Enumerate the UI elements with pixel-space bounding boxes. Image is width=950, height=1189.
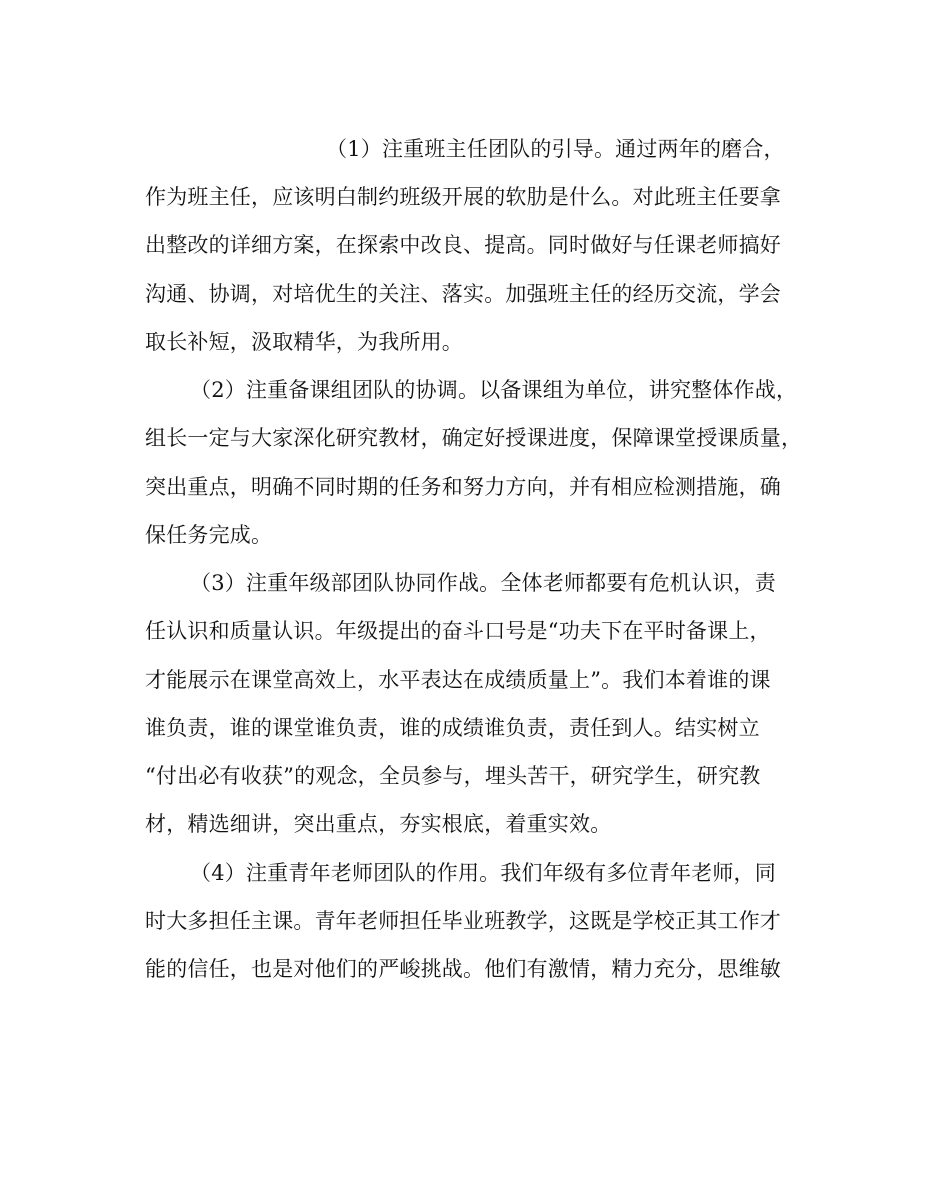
text-line: 时大多担任主课。青年老师担任毕业班教学，这既是学校正其工作才 [145,909,781,933]
text-line: 谁负责，谁的课堂谁负责，谁的成绩谁负责，责任到人。结实树立 [145,716,760,740]
text-line: （2）注重备课组团队的协调。以备课组为单位，讲究整体作战， [190,378,798,402]
text-line: （1）注重班主任团队的引导。通过两年的磨合， [326,137,785,161]
text-line: 作为班主任，应该明白制约班级开展的软肋是什么。对此班主任要拿 [145,185,781,209]
text-line: 沟通、协调，对培优生的关注、落实。加强班主任的经历交流，学会 [145,282,781,306]
text-line: （4）注重青年老师团队的作用。我们年级有多位青年老师，同 [190,861,776,885]
text-line: “付出必有收获”的观念，全员参与，埋头苦干，研究学生，研究教 [145,764,761,788]
text-line: 任认识和质量认识。年级提出的奋斗口号是“功夫下在平时备课上， [145,619,771,643]
text-line: 取长补短，汲取精华，为我所用。 [145,330,463,354]
text-line: 才能展示在课堂高效上，水平表达在成绩质量上”。我们本着谁的课 [145,668,771,692]
text-line: 保任务完成。 [145,523,273,547]
text-line: 能的信任，也是对他们的严峻挑战。他们有激情，精力充分，思维敏 [145,957,781,981]
text-line: 突出重点，明确不同时期的任务和努力方向，并有相应检测措施，确 [145,475,781,499]
text-line: （3）注重年级部团队协同作战。全体老师都要有危机认识，责 [190,571,776,595]
text-line: 组长一定与大家深化研究教材，确定好授课进度，保障课堂授课质量， [145,426,803,450]
text-line: 出整改的详细方案，在探索中改良、提高。同时做好与任课老师搞好 [145,233,781,257]
text-line: 材，精选细讲，突出重点，夯实根底，着重实效。 [145,812,612,836]
